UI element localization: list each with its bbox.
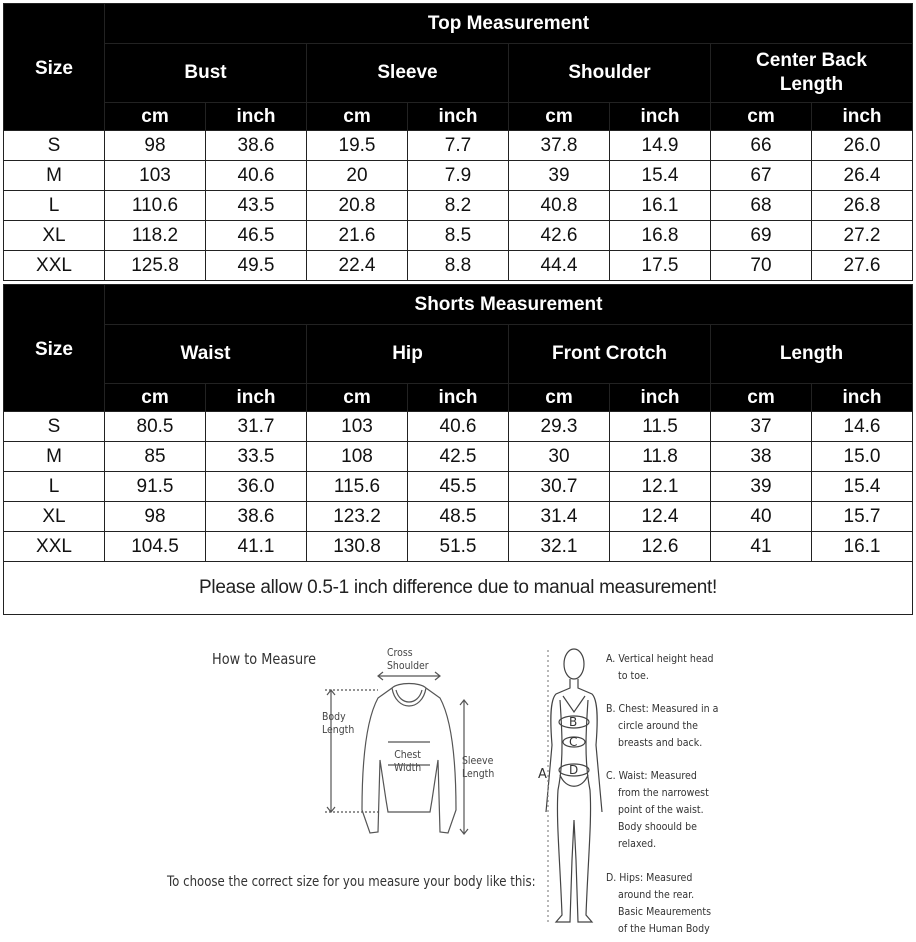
- value-cell: 15.7: [812, 502, 913, 532]
- unit-inch: inch: [610, 103, 711, 131]
- value-cell: 14.9: [610, 131, 711, 161]
- unit-cm: cm: [105, 384, 206, 412]
- value-cell: 98: [105, 502, 206, 532]
- value-cell: 80.5: [105, 412, 206, 442]
- value-cell: 48.5: [408, 502, 509, 532]
- value-cell: 15.0: [812, 442, 913, 472]
- size-cell: L: [4, 191, 105, 221]
- value-cell: 68: [711, 191, 812, 221]
- value-cell: 17.5: [610, 251, 711, 281]
- value-cell: 39: [509, 161, 610, 191]
- value-cell: 16.1: [812, 532, 913, 562]
- value-cell: 12.4: [610, 502, 711, 532]
- choose-size-instruction: To choose the correct size for you measure your body like this:: [167, 874, 536, 890]
- chest-width-line2: Width: [394, 761, 422, 774]
- size-cell: L: [4, 472, 105, 502]
- value-cell: 16.8: [610, 221, 711, 251]
- value-cell: 26.4: [812, 161, 913, 191]
- body-length-line2: Length: [322, 723, 355, 736]
- value-cell: 85: [105, 442, 206, 472]
- note-b: [606, 700, 726, 751]
- unit-inch: inch: [206, 103, 307, 131]
- letter-d: D: [569, 763, 579, 777]
- sleeve-length-line1: Sleeve: [462, 754, 494, 767]
- value-cell: 8.8: [408, 251, 509, 281]
- value-cell: 29.3: [509, 412, 610, 442]
- top-group-bust: Bust: [105, 44, 307, 103]
- value-cell: 19.5: [307, 131, 408, 161]
- value-cell: 118.2: [105, 221, 206, 251]
- value-cell: 12.1: [610, 472, 711, 502]
- unit-inch: inch: [812, 384, 913, 412]
- value-cell: 110.6: [105, 191, 206, 221]
- value-cell: 40: [711, 502, 812, 532]
- value-cell: 7.7: [408, 131, 509, 161]
- value-cell: 16.1: [610, 191, 711, 221]
- value-cell: 70: [711, 251, 812, 281]
- value-cell: 26.8: [812, 191, 913, 221]
- value-cell: 42.6: [509, 221, 610, 251]
- note-b-line: B. Chest: Measured in a: [606, 702, 719, 715]
- shorts-group-hip: Hip: [307, 325, 509, 384]
- value-cell: 33.5: [206, 442, 307, 472]
- value-cell: 7.9: [408, 161, 509, 191]
- value-cell: 11.5: [610, 412, 711, 442]
- unit-inch: inch: [610, 384, 711, 412]
- unit-cm: cm: [711, 103, 812, 131]
- note-c: [606, 767, 726, 852]
- note-c-line: relaxed.: [618, 837, 657, 850]
- value-cell: 40.8: [509, 191, 610, 221]
- how-to-measure-title: How to Measure: [212, 650, 317, 668]
- value-cell: 49.5: [206, 251, 307, 281]
- value-cell: 45.5: [408, 472, 509, 502]
- shorts-group-waist: Waist: [105, 325, 307, 384]
- note-d-line: Basic Meaurements: [618, 905, 712, 918]
- unit-inch: inch: [812, 103, 913, 131]
- unit-cm: cm: [711, 384, 812, 412]
- value-cell: 41: [711, 532, 812, 562]
- shorts-title: Shorts Measurement: [105, 285, 913, 325]
- letter-c: C: [569, 735, 578, 749]
- note-c-line: C. Waist: Measured: [606, 769, 697, 782]
- body-length-line1: Body: [322, 710, 346, 723]
- note-b-line: circle around the: [618, 719, 699, 732]
- top-group-shoulder: Shoulder: [509, 44, 711, 103]
- unit-inch: inch: [408, 384, 509, 412]
- value-cell: 36.0: [206, 472, 307, 502]
- top-group-center-back-line2: Length: [779, 74, 844, 95]
- cross-shoulder-line2: Shoulder: [387, 659, 429, 672]
- size-cell: XXL: [4, 532, 105, 562]
- value-cell: 40.6: [408, 412, 509, 442]
- value-cell: 31.4: [509, 502, 610, 532]
- value-cell: 31.7: [206, 412, 307, 442]
- value-cell: 26.0: [812, 131, 913, 161]
- note-d: [606, 869, 726, 937]
- unit-cm: cm: [307, 103, 408, 131]
- value-cell: 91.5: [105, 472, 206, 502]
- value-cell: 125.8: [105, 251, 206, 281]
- value-cell: 51.5: [408, 532, 509, 562]
- value-cell: 98: [105, 131, 206, 161]
- note-a-line: to toe.: [618, 669, 649, 682]
- value-cell: 30: [509, 442, 610, 472]
- unit-cm: cm: [509, 103, 610, 131]
- letter-a: A: [538, 767, 547, 782]
- note-c-line: point of the waist.: [618, 803, 704, 816]
- measurement-note: Please allow 0.5-1 inch difference due to manual measurement!: [4, 562, 913, 615]
- value-cell: 69: [711, 221, 812, 251]
- note-b-line: breasts and back.: [618, 736, 703, 749]
- value-cell: 8.5: [408, 221, 509, 251]
- value-cell: 37: [711, 412, 812, 442]
- value-cell: 103: [105, 161, 206, 191]
- note-a: [606, 650, 726, 684]
- top-title: Top Measurement: [105, 4, 913, 44]
- value-cell: 41.1: [206, 532, 307, 562]
- value-cell: 22.4: [307, 251, 408, 281]
- sleeve-length-line2: Length: [462, 767, 495, 780]
- size-cell: XL: [4, 502, 105, 532]
- value-cell: 38.6: [206, 502, 307, 532]
- note-d-line: of the Human Body: [618, 922, 710, 935]
- value-cell: 104.5: [105, 532, 206, 562]
- value-cell: 123.2: [307, 502, 408, 532]
- value-cell: 130.8: [307, 532, 408, 562]
- unit-inch: inch: [408, 103, 509, 131]
- size-cell: M: [4, 442, 105, 472]
- unit-cm: cm: [105, 103, 206, 131]
- value-cell: 40.6: [206, 161, 307, 191]
- value-cell: 103: [307, 412, 408, 442]
- value-cell: 21.6: [307, 221, 408, 251]
- value-cell: 115.6: [307, 472, 408, 502]
- size-cell: XL: [4, 221, 105, 251]
- note-d-line: around the rear.: [618, 888, 695, 901]
- value-cell: 108: [307, 442, 408, 472]
- value-cell: 12.6: [610, 532, 711, 562]
- value-cell: 32.1: [509, 532, 610, 562]
- note-c-line: from the narrowest: [618, 786, 709, 799]
- value-cell: 8.2: [408, 191, 509, 221]
- value-cell: 20.8: [307, 191, 408, 221]
- shorts-size-header: Size: [4, 285, 105, 412]
- value-cell: 66: [711, 131, 812, 161]
- shorts-group-length: Length: [711, 325, 913, 384]
- value-cell: 46.5: [206, 221, 307, 251]
- value-cell: 27.6: [812, 251, 913, 281]
- note-c-line: Body shoould be: [618, 820, 697, 833]
- size-cell: S: [4, 131, 105, 161]
- note-d-line: D. Hips: Measured: [606, 871, 693, 884]
- value-cell: 39: [711, 472, 812, 502]
- letter-b: B: [569, 715, 578, 729]
- value-cell: 11.8: [610, 442, 711, 472]
- value-cell: 14.6: [812, 412, 913, 442]
- size-cell: XXL: [4, 251, 105, 281]
- value-cell: 44.4: [509, 251, 610, 281]
- value-cell: 20: [307, 161, 408, 191]
- top-group-sleeve: Sleeve: [307, 44, 509, 103]
- value-cell: 67: [711, 161, 812, 191]
- chest-width-line1: Chest: [394, 748, 421, 761]
- note-a-line: A. Vertical height head: [606, 652, 714, 665]
- shorts-group-front-crotch: Front Crotch: [509, 325, 711, 384]
- cross-shoulder-line1: Cross: [387, 646, 413, 659]
- value-cell: 38: [711, 442, 812, 472]
- value-cell: 15.4: [812, 472, 913, 502]
- value-cell: 38.6: [206, 131, 307, 161]
- unit-inch: inch: [206, 384, 307, 412]
- size-cell: S: [4, 412, 105, 442]
- value-cell: 27.2: [812, 221, 913, 251]
- value-cell: 30.7: [509, 472, 610, 502]
- value-cell: 15.4: [610, 161, 711, 191]
- size-cell: M: [4, 161, 105, 191]
- value-cell: 43.5: [206, 191, 307, 221]
- value-cell: 37.8: [509, 131, 610, 161]
- top-size-header: Size: [4, 4, 105, 131]
- unit-cm: cm: [509, 384, 610, 412]
- top-group-center-back-line1: Center Back: [756, 50, 867, 71]
- unit-cm: cm: [307, 384, 408, 412]
- value-cell: 42.5: [408, 442, 509, 472]
